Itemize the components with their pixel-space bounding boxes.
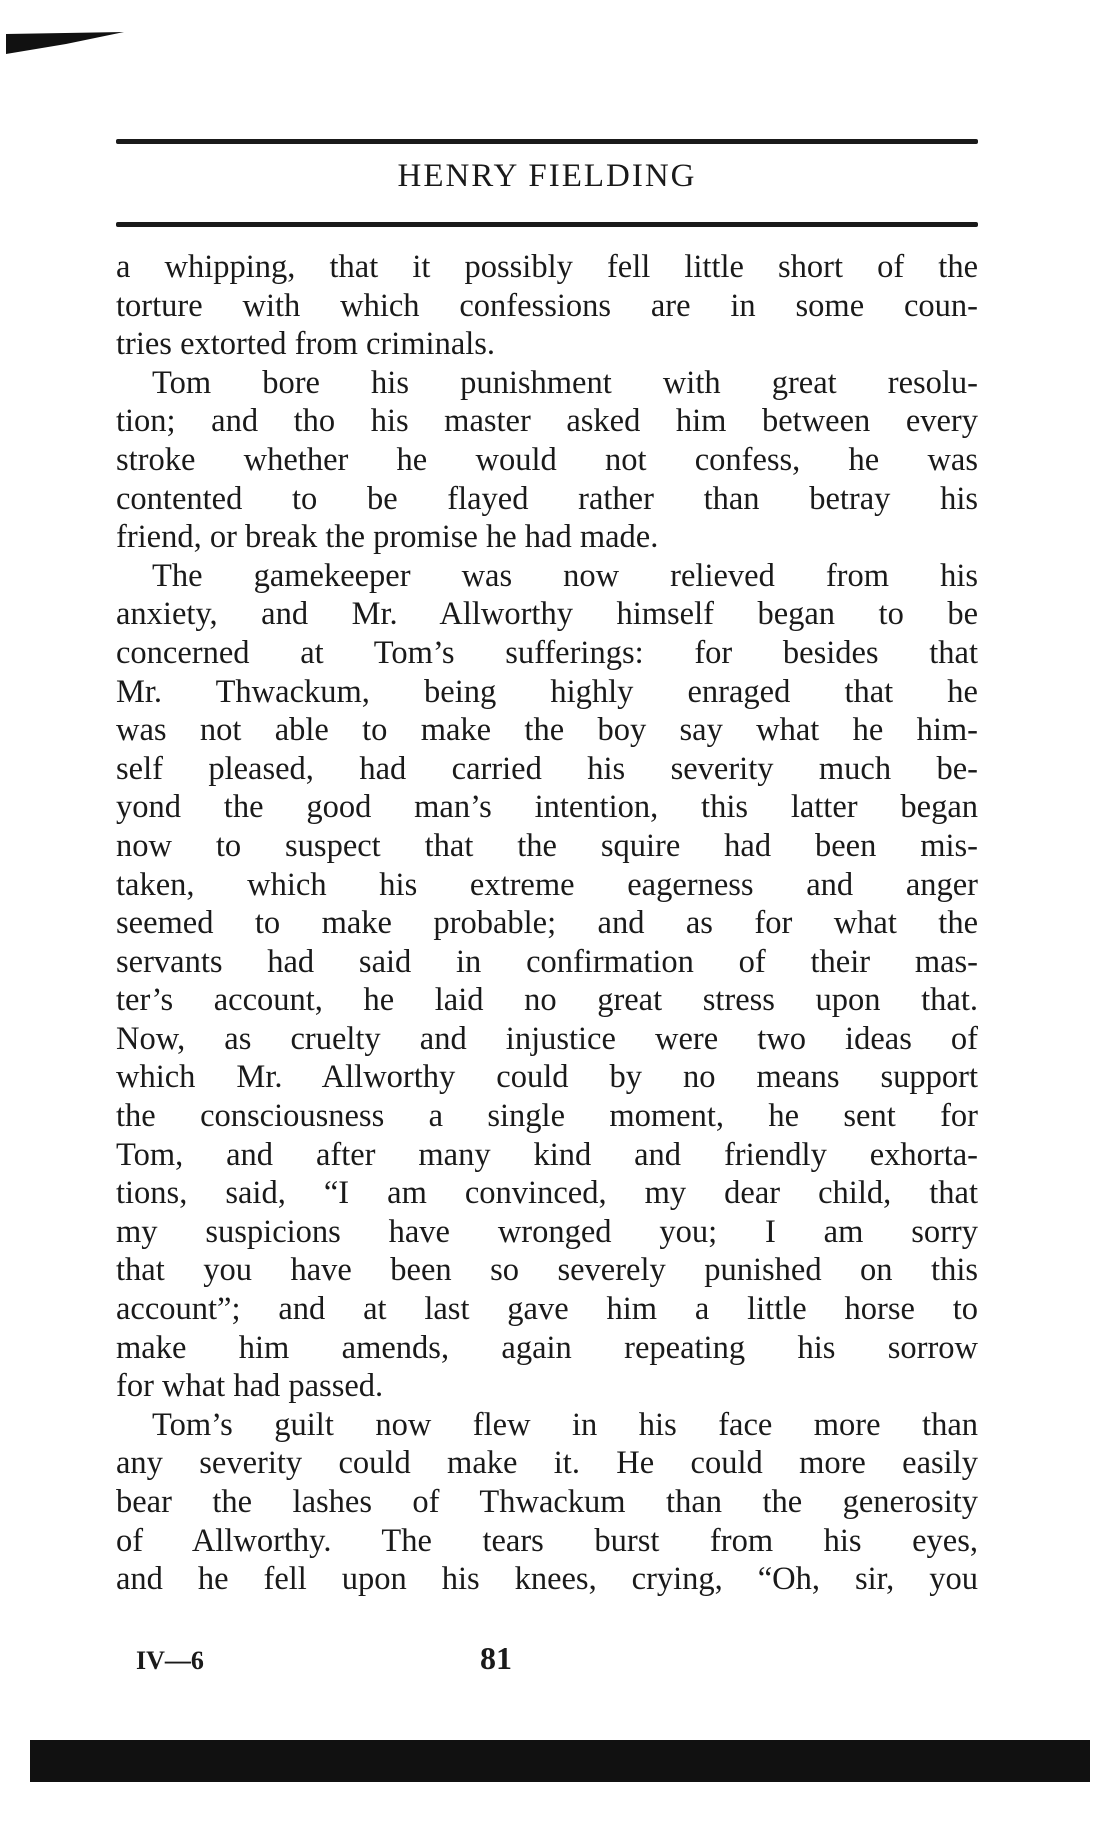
- text-line: Now, as cruelty and injustice were two ideas of: [116, 1020, 978, 1057]
- text-line: that you have been so severely punished on this: [116, 1252, 978, 1289]
- text-line: now to suspect that the squire had been mis-: [116, 827, 978, 864]
- text-line: The gamekeeper was now relieved from his: [152, 557, 978, 594]
- text-line: self pleased, had carried his severity much be-: [116, 750, 978, 787]
- header-rule-top: [116, 139, 978, 144]
- text-line: which Mr. Allworthy could by no means support: [116, 1059, 978, 1096]
- text-line: make him amends, again repeating his sorrow: [116, 1329, 978, 1366]
- running-head: HENRY FIELDING: [397, 158, 697, 194]
- header-rule-bottom: [116, 222, 978, 227]
- scan-edge-bar: [30, 1740, 1090, 1782]
- text-line: concerned at Tom’s sufferings: for besides that: [116, 634, 978, 671]
- text-line: stroke whether he would not confess, he was: [116, 441, 978, 478]
- text-line: a whipping, that it possibly fell little short of the: [116, 249, 978, 285]
- text-line: Tom, and after many kind and friendly exhorta-: [116, 1136, 978, 1173]
- text-line: the consciousness a single moment, he sent for: [116, 1098, 978, 1135]
- text-line: account”; and at last gave him a little horse to: [116, 1291, 978, 1328]
- text-line: for what had passed.: [116, 1368, 384, 1405]
- text-line: any severity could make it. He could more easily: [116, 1445, 978, 1482]
- text-line: tion; and tho his master asked him between every: [116, 403, 978, 440]
- text-line: Mr. Thwackum, being highly enraged that he: [116, 673, 978, 710]
- text-line: friend, or break the promise he had made.: [116, 519, 659, 556]
- text-line: taken, which his extreme eagerness and anger: [116, 866, 978, 903]
- text-line: Tom’s guilt now flew in his face more than: [152, 1406, 978, 1443]
- text-line: tries extorted from criminals.: [116, 326, 496, 363]
- text-line: my suspicions have wronged you; I am sorry: [116, 1213, 978, 1250]
- text-line: was not able to make the boy say what he him-: [116, 712, 978, 749]
- body-text: [116, 248, 978, 1599]
- text-line: Tom bore his punishment with great resolu-: [152, 364, 978, 401]
- signature-mark: IV—6: [136, 1646, 204, 1675]
- text-line: and he fell upon his knees, crying, “Oh, sir, you: [116, 1561, 978, 1598]
- page-number: 81: [480, 1640, 512, 1676]
- text-line: torture with which confessions are in some coun-: [116, 287, 978, 324]
- text-line: contented to be flayed rather than betray his: [116, 480, 978, 517]
- text-line: of Allworthy. The tears burst from his eyes,: [116, 1522, 978, 1559]
- text-line: tions, said, “I am convinced, my dear child, that: [116, 1175, 978, 1212]
- text-line: yond the good man’s intention, this latter began: [116, 789, 978, 826]
- text-line: anxiety, and Mr. Allworthy himself began to be: [116, 596, 978, 633]
- text-line: servants had said in confirmation of their mas-: [116, 943, 978, 980]
- text-line: bear the lashes of Thwackum than the generosity: [116, 1484, 978, 1520]
- text-line: ter’s account, he laid no great stress upon that.: [116, 982, 978, 1019]
- corner-mark: [6, 30, 126, 56]
- text-line: seemed to make probable; and as for what the: [116, 905, 978, 942]
